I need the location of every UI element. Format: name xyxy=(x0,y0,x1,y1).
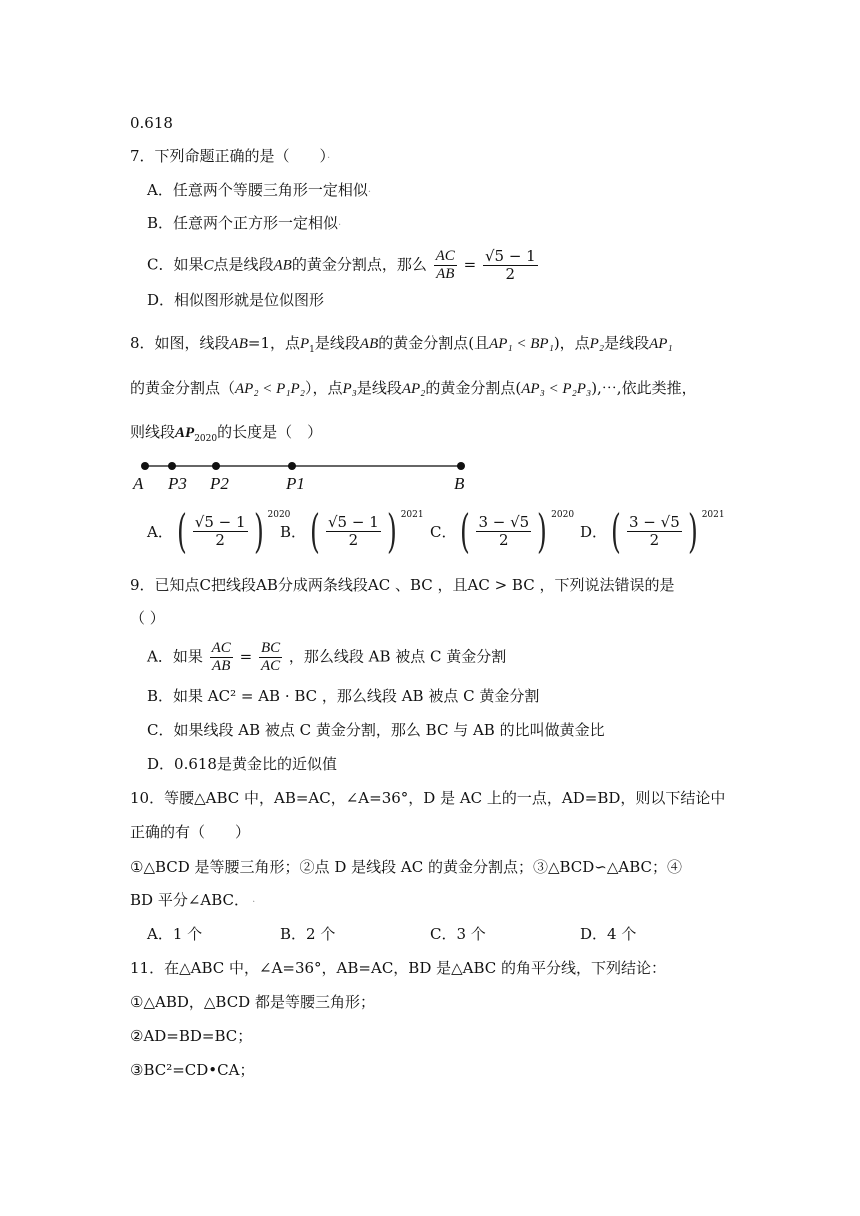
point-p1 xyxy=(288,462,296,470)
label-p1: P1 xyxy=(286,474,305,493)
q10-line-2: 正确的有（ ） xyxy=(130,823,251,841)
q8-option-a: A． ( $\frac{√5 - 1}{2}$ ) 2020 xyxy=(147,504,291,558)
q10-option-d: D．4 个 xyxy=(580,925,637,943)
q10-line-3: ①△BCD 是等腰三角形；②点 D 是线段 AC 的黄金分割点；③△BCD∽△ABC；④ xyxy=(130,858,683,876)
label-b: B xyxy=(454,474,465,493)
q10-line-4: BD 平分∠ABC． · xyxy=(130,891,256,909)
q7-option-a: A．任意两个等腰三角形一定相似· xyxy=(147,181,372,199)
q9-option-a: A．如果 $\frac{AC}{AB}$ = $\frac{BC}{AC}$ ，那么线段 AB 被点 C 黄金分割 xyxy=(147,640,507,674)
point-b xyxy=(457,462,465,470)
label-p3: P3 xyxy=(168,474,187,493)
q10-option-b: B．2 个 xyxy=(280,925,336,943)
q8-figure xyxy=(130,455,475,495)
q8-option-d: D． ( $\frac{3 - √5}{2}$ ) 2021 xyxy=(580,504,725,558)
q11-line-3: ②AD=BD=BC； xyxy=(130,1027,253,1045)
q7-option-d: D．相似图形就是位似图形 xyxy=(147,291,325,309)
q9-line-1: 9．已知点C把线段AB分成两条线段AC 、BC ，且AC > BC ，下列说法错误的是 xyxy=(130,576,675,594)
label-p2: P2 xyxy=(210,474,229,493)
q11-line-1: 11．在△ABC 中，∠A=36°，AB=AC，BD 是△ABC 的角平分线，下列结论： xyxy=(130,959,667,977)
q7-frac-left: $\frac{AC}{AB}$ xyxy=(435,248,455,282)
text-0618: 0.618 xyxy=(130,114,173,132)
q8-option-c: C． ( $\frac{3 - √5}{2}$ ) 2020 xyxy=(430,504,575,558)
q9-option-b: B．如果 AC² = AB · BC ，那么线段 AB 被点 C 黄金分割 xyxy=(147,687,540,705)
q7-option-c: C．如果C点是线段AB的黄金分割点，那么 $\frac{AC}{AB}$ = $\frac{√5 - 1}{2}$ xyxy=(147,247,536,283)
q8-line-1: 8．如图，线段AB=1，点$P_1$是线段AB的黄金分割点(且AP₁ < BP₁)，点P₂是线段AP₁ xyxy=(130,334,673,355)
q10-line-1: 10．等腰△ABC 中，AB=AC，∠A=36°，D 是 AC 上的一点，AD=BD，则以下结论中 xyxy=(130,789,726,807)
label-a: A xyxy=(133,474,144,493)
q9-option-c: C．如果线段 AB 被点 C 黄金分割，那么 BC 与 AB 的比叫做黄金比 xyxy=(147,721,605,739)
q7-option-b: B．任意两个正方形一定相似· xyxy=(147,214,342,232)
q8-option-b: B． ( $\frac{√5 - 1}{2}$ ) 2021 xyxy=(280,504,424,558)
point-a xyxy=(141,462,149,470)
q7-stem: 7．下列命题正确的是（ ）· xyxy=(130,147,331,165)
q8-line-3: 则线段$AP_{2020}$的长度是（ ） xyxy=(130,423,323,444)
q9-line-2: （ ） xyxy=(130,609,165,627)
q11-line-4: ③BC²=CD•CA； xyxy=(130,1061,255,1079)
point-p2 xyxy=(212,462,220,470)
q10-option-c: C．3 个 xyxy=(430,925,486,943)
q11-line-2: ①△ABD，△BCD 都是等腰三角形； xyxy=(130,993,375,1011)
q10-option-a: A．1 个 xyxy=(147,925,203,943)
q7-frac-right: $\frac{√5 - 1}{2}$ xyxy=(484,247,536,283)
point-p3 xyxy=(168,462,176,470)
q9-option-d: D．0.618是黄金比的近似值 xyxy=(147,755,337,773)
q8-line-2: 的黄金分割点（AP₂ < P₁P₂），点P₃是线段AP₂的黄金分割点(AP₃ < P₂P₃),⋯,依此类推， xyxy=(130,379,697,397)
